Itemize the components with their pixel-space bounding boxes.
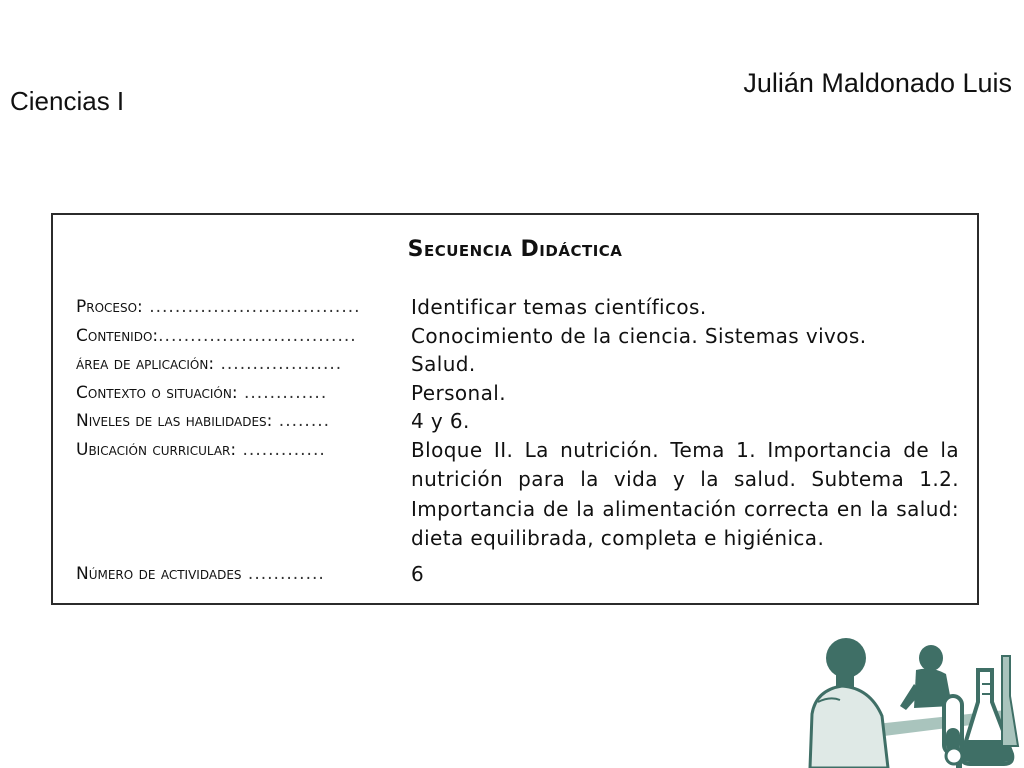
field-row-area	[76, 350, 959, 379]
leader-dots: .............	[237, 382, 328, 403]
leader-dots: ...............................	[158, 325, 357, 346]
field-row-niveles	[76, 407, 959, 436]
field-label	[76, 322, 411, 351]
field-value: Identificar temas científicos.	[411, 295, 707, 319]
field-row-contenido	[76, 322, 959, 351]
field-value: Salud.	[411, 352, 476, 376]
leader-dots: .............	[236, 439, 326, 460]
field-label	[76, 350, 411, 379]
sequence-fields	[76, 293, 959, 588]
didactic-sequence-card	[51, 213, 979, 605]
field-row-proceso	[76, 293, 959, 322]
leader-dots: ............	[241, 563, 325, 584]
field-label-text: Número de actividades	[76, 563, 242, 584]
field-label-text: Niveles de las habilidades:	[76, 411, 273, 431]
field-row-ubicacion	[76, 436, 959, 554]
field-label	[76, 560, 411, 589]
field-label-text: Contenido:	[76, 325, 159, 346]
field-row-contexto	[76, 379, 959, 408]
field-label-text: Ubicación curricular:	[76, 439, 237, 460]
field-label	[76, 436, 411, 465]
leader-dots: .................................	[142, 297, 361, 317]
field-label-text: área de aplicación:	[76, 354, 215, 374]
card-title: Secuencia Didáctica	[407, 237, 623, 262]
field-row-actividades	[76, 560, 959, 589]
field-value: 4 y 6.	[411, 409, 470, 433]
field-label-text: Contexto o situación:	[76, 382, 238, 403]
author-name: Julián Maldonado Luis	[743, 68, 1012, 98]
field-value: 6	[411, 561, 425, 586]
field-value: Conocimiento de la ciencia. Sistemas vivos.	[411, 323, 867, 348]
field-label-text: Proceso:	[76, 297, 143, 317]
science-students-lab-icon	[806, 636, 1024, 768]
field-value: Bloque II. La nutrición. Tema 1. Importancia de la nutrición para la vida y la salud. Subtema 1.2. Importancia de la alimentación correcta en la salud: dieta equilibrada, completa e higiénica.	[411, 437, 959, 550]
leader-dots: ...................	[214, 354, 343, 374]
field-label	[76, 379, 411, 408]
field-label	[76, 407, 411, 436]
leader-dots: ........	[272, 411, 331, 431]
field-label	[76, 293, 411, 322]
subject-title: Ciencias I	[10, 86, 125, 116]
field-value: Personal.	[411, 380, 506, 405]
